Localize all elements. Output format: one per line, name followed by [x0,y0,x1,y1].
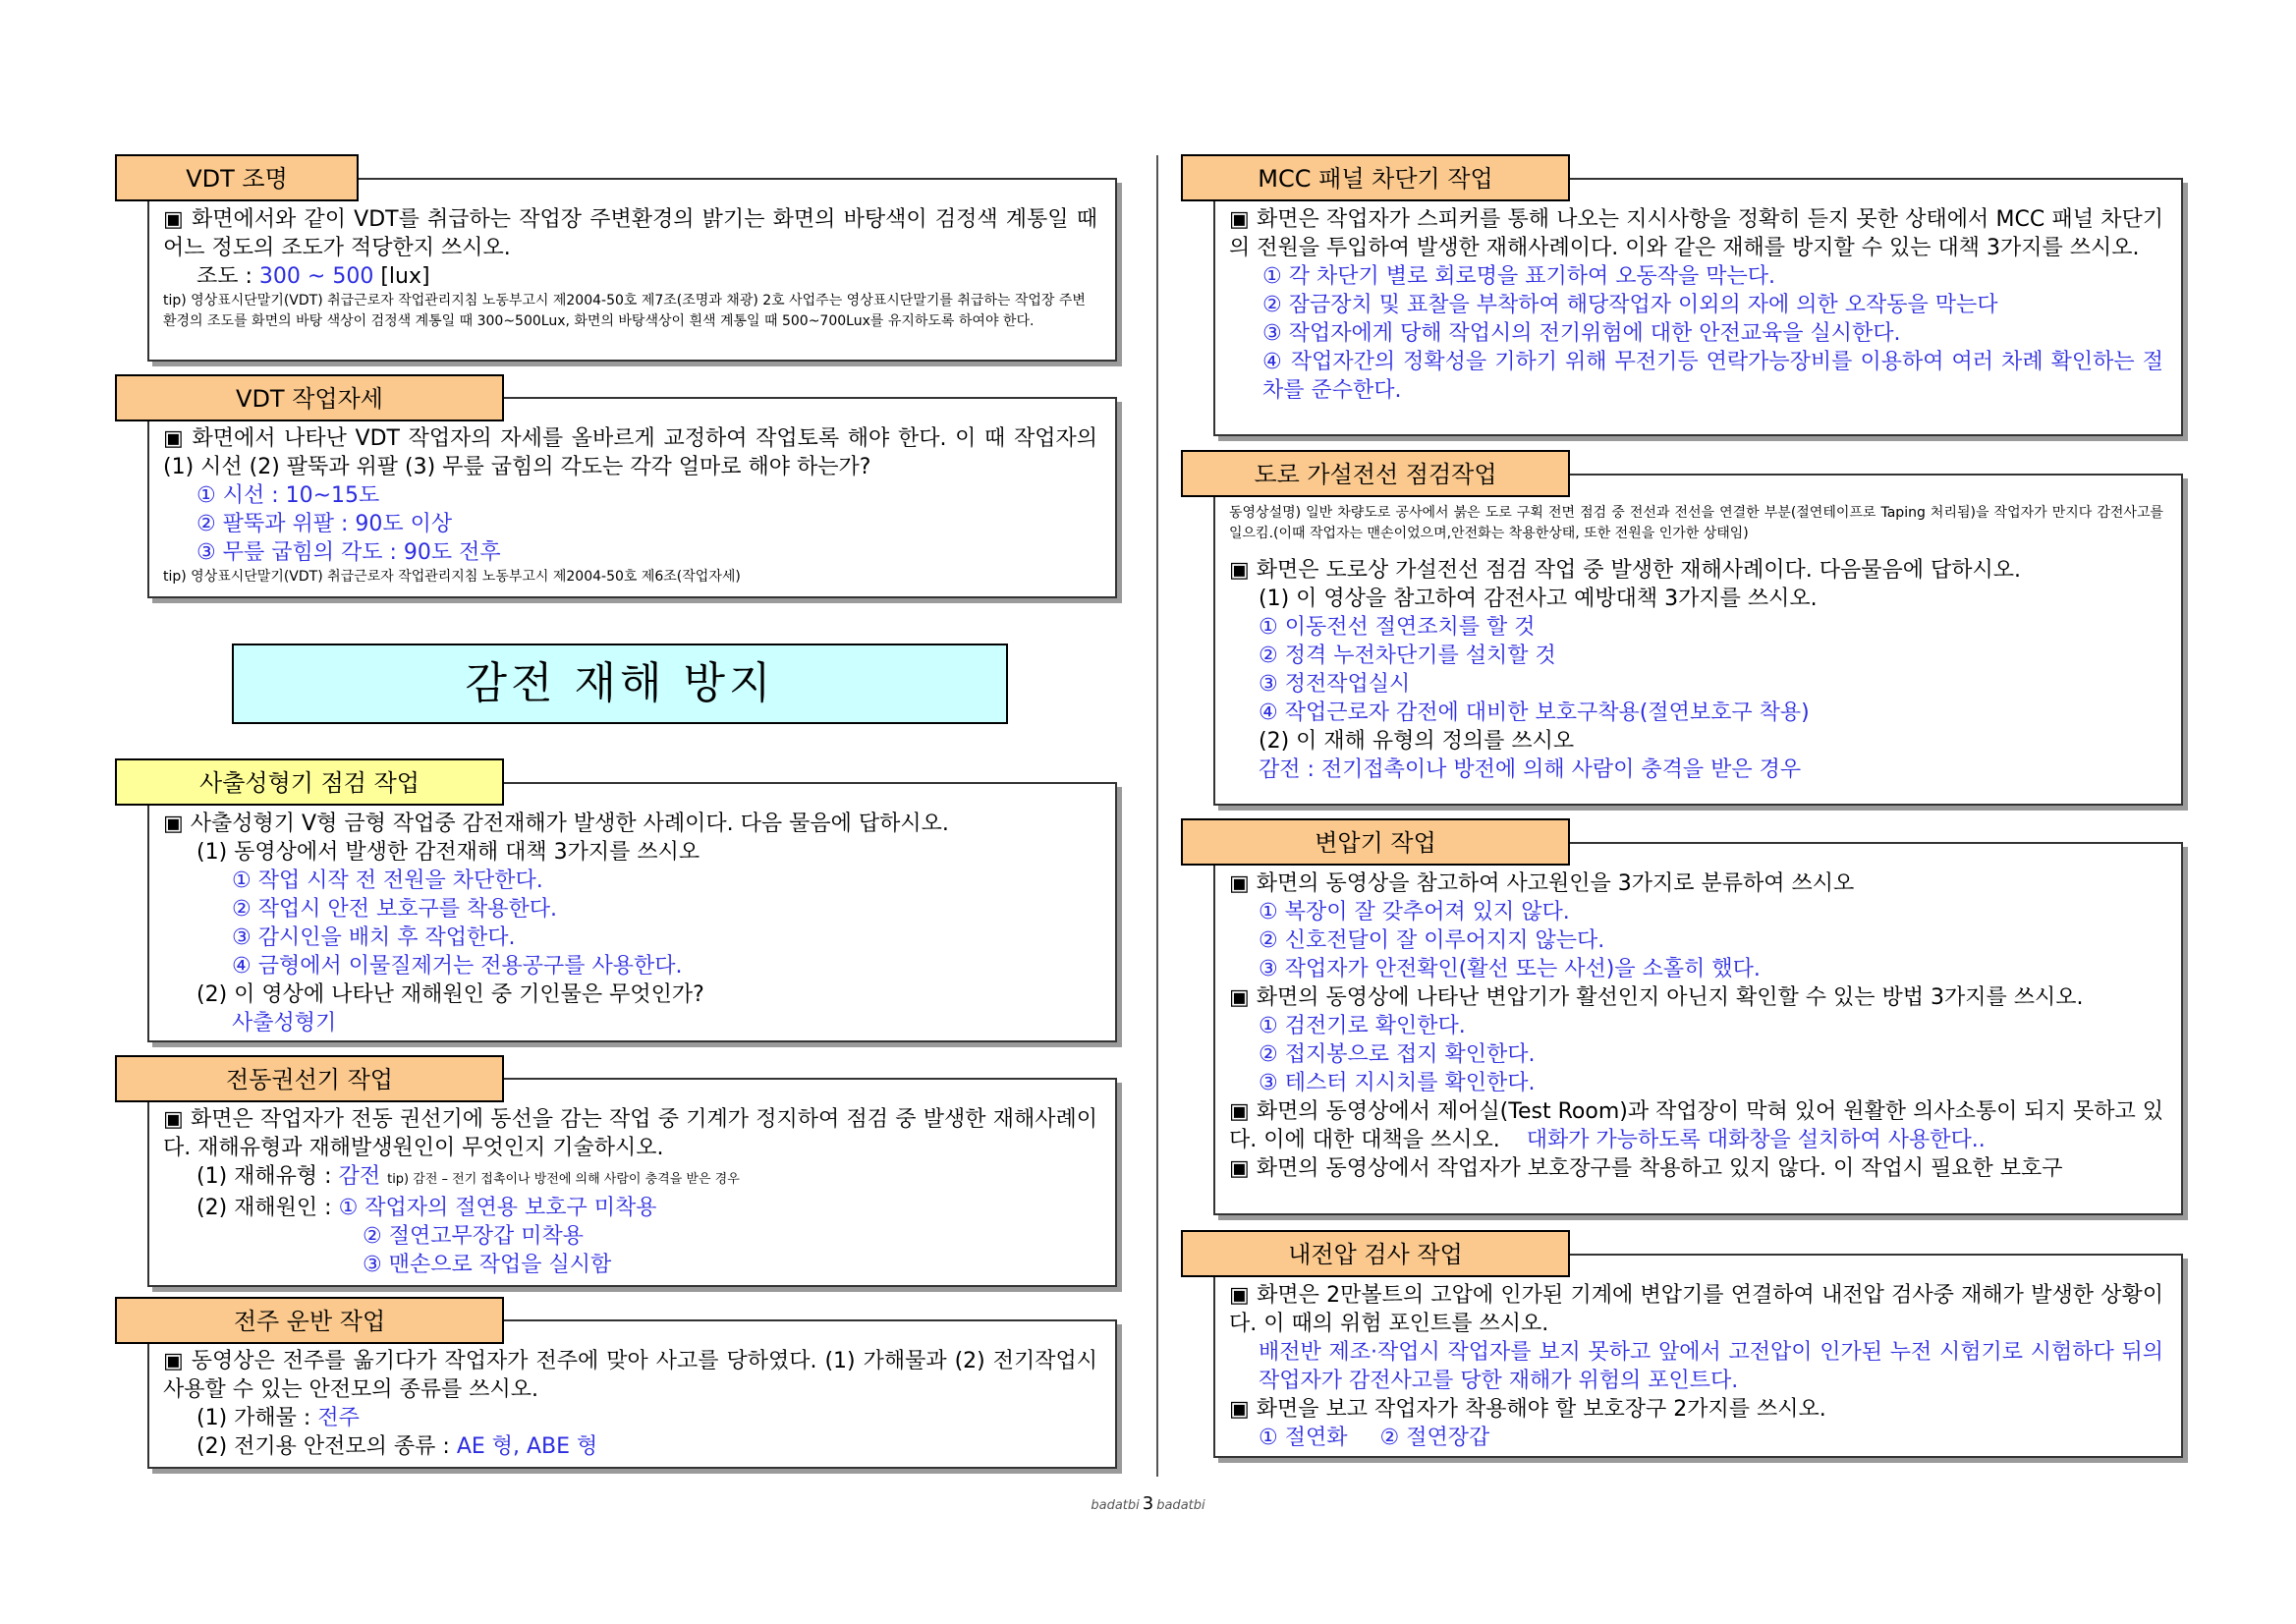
answer-line [1229,1424,2163,1452]
question-text: ▣ 화면은 작업자가 전동 권선기에 동선을 감는 작업 중 기계가 정지하여 점검 중 발생한 재해사례이다. 재해유형과 재해발생원인이 무엇인지 기술하시오. [163,1107,1097,1160]
section-withstand [1213,1254,2183,1458]
question-text: ▣ 화면을 보고 작업자가 착용해야 할 보호장구 2가지를 쓰시오. [1229,1397,1826,1422]
section-road [1213,474,2183,806]
tip-text: tip) 영상표시단말기(VDT) 취급근로자 작업관리지침 노동부고시 제2004-50호 제6조(작업자세) [163,569,741,585]
question-text: ▣ 화면은 작업자가 스피커를 통해 나오는 지시사항을 정확히 듣지 못한 상태에서 MCC 패널 차단기의 전원을 투입하여 발생한 재해사례이다. 이와 같은 재해를 방지할 수 있는 대책 3가지를 쓰시오. [1229,207,2163,260]
answer-item: ④ 작업자간의 정확성을 기하기 위해 무전기등 연락가능장비를 이용하여 여러 차례 확인하는 절차를 준수한다. [1262,350,2163,403]
answer-item: ① 검전기로 확인한다. [1259,1014,1466,1038]
answer-value: 대화가 가능하도록 대화창을 설치하여 사용한다.. [1526,1128,1986,1152]
question-text: ▣ 화면의 동영상을 참고하여 사고원인을 3가지로 분류하여 쓰시오 [1229,871,1855,896]
answer-item: ③ 작업자가 안전확인(활선 또는 사선)을 소홀히 했다. [1259,957,1761,981]
answer-item: ① 복장이 잘 갖추어져 있지 않다. [1259,900,1570,924]
footer-left: badatbi [1091,1498,1140,1513]
question-text: ▣ 화면에서와 같이 VDT를 취급하는 작업장 주변환경의 밝기는 화면의 바탕색이 검정색 계통일 때 어느 정도의 조도가 적당한지 쓰시오. [163,207,1097,260]
answer-label: 조도 : [196,264,252,289]
section-header-vdt-light: VDT 조명 [115,154,359,201]
answer-line [163,1162,1097,1194]
answer-item: 배전반 제조·작업시 작업자를 보지 못하고 앞에서 고전압이 인가된 누전 시험기로 시험하다 뒤의 작업자가 감전사고를 당한 재해가 위험의 포인트다. [1259,1340,2163,1393]
answer-line [163,1432,1097,1461]
answer-item: ④ 금형에서 이물질제거는 전용공구를 사용한다. [232,954,683,979]
question-text: ▣ 화면은 도로상 가설전선 점검 작업 중 발생한 재해사례이다. 다음물음에 답하시오. [1229,558,2022,583]
sub-question: (2) 이 재해 유형의 정의를 쓰시오 [1259,729,1575,754]
answer-value: 전주 [317,1406,360,1430]
sub-question: (2) 이 영상에 나타난 재해원인 중 기인물은 무엇인가? [196,982,704,1007]
section-winder [147,1078,1117,1287]
sub-question: (1) 동영상에서 발생한 감전재해 대책 3가지를 쓰시오 [196,840,700,865]
answer-item: ④ 작업근로자 감전에 대비한 보호구착용(절연보호구 착용) [1259,700,1810,725]
section-vdt-posture [147,397,1117,598]
answer-item: ② 절연고무장갑 미착용 [363,1224,584,1249]
answer-item: ② 정격 누전차단기를 설치할 것 [1259,644,1556,668]
section-header-vdt-posture: VDT 작업자세 [115,374,504,421]
answer-item: ① 절연화 [1259,1426,1348,1450]
section-vdt-light [147,178,1117,362]
page-footer [0,1493,2296,1514]
answer-value: 300 ~ 500 [258,264,374,289]
question-text: ▣ 화면에서 나타난 VDT 작업자의 자세를 올바르게 교정하여 작업토록 해야 한다. 이 때 작업자의 (1) 시선 (2) 팔뚝과 위팔 (3) 무릎 굽힘의 각도는 각각 얼마로 해야 하는가? [163,426,1097,479]
question-text [1229,1097,2163,1154]
answer-item: ① 각 차단기 별로 회로명을 표기하여 오동작을 막는다. [1262,264,1775,289]
page-title: 감전 재해 방지 [232,644,1008,724]
section-mcc [1213,178,2183,436]
section-header-mcc: MCC 패널 차단기 작업 [1181,154,1570,201]
answer-label: (2) 재해원인 : [196,1196,332,1220]
question-text: ▣ 사출성형기 V형 금형 작업중 감전재해가 발생한 사례이다. 다음 물음에 답하시오. [163,812,949,836]
question-text: ▣ 동영상은 전주를 옮기다가 작업자가 전주에 맞아 사고를 당하였다. (1) 가해물과 (2) 전기작업시 사용할 수 있는 안전모의 종류를 쓰시오. [163,1349,1097,1402]
section-injection [147,782,1117,1042]
tip-text: tip) 영상표시단말기(VDT) 취급근로자 작업관리지침 노동부고시 제2004-50호 제7조(조명과 채광) 2호 사업주는 영상표시단말기를 취급하는 작업장 주변환경의 조도를 화면의 바탕 색상이 검정색 계통일 때 300~500Lux, 화면의 바탕색상이 흰색 계통일 때 500~700Lux를 유지하도록 하여야 한다. [163,293,1086,329]
answer-item: ① 시선 : 10~15도 [196,483,380,508]
section-header-transformer: 변압기 작업 [1181,818,1570,866]
answer-item: ② 절연장갑 [1379,1426,1490,1450]
answer-label: (1) 재해유형 : [196,1164,332,1189]
answer-item: ③ 정전작업실시 [1259,672,1411,697]
answer-item: ③ 작업자에게 당해 작업시의 전기위험에 대한 안전교육을 실시한다. [1262,321,1901,346]
question-text: ▣ 화면의 동영상에서 작업자가 보호장구를 착용하고 있지 않다. 이 작업시 필요한 보호구 [1229,1156,2063,1181]
tip-text: tip) 감전 – 전기 접촉이나 방전에 의해 사람이 충격을 받은 경우 [387,1172,740,1187]
answer-item: ② 팔뚝과 위팔 : 90도 이상 [196,512,453,536]
answer-item: 사출성형기 [232,1011,337,1036]
answer-value: AE 형, ABE 형 [456,1434,598,1459]
answer-unit: [lux] [380,264,430,289]
section-header-road: 도로 가설전선 점검작업 [1181,450,1570,497]
answer-item: ③ 감시인을 배치 후 작업한다. [232,925,516,950]
section-header-injection: 사출성형기 점검 작업 [115,758,504,806]
answer-line [163,1194,1097,1222]
answer-item: ② 잠금장치 및 표찰을 부착하여 해당작업자 이외의 자에 의한 오작동을 막는다 [1262,293,1998,317]
answer-item: ③ 무릎 굽힘의 각도 : 90도 전후 [196,540,501,565]
answer-line [163,262,1097,291]
section-transformer [1213,842,2183,1215]
answer-item: 감전 : 전기접촉이나 방전에 의해 사람이 충격을 받은 경우 [1259,757,1802,782]
question-text: ▣ 화면의 동영상에 나타난 변압기가 활선인지 아닌지 확인할 수 있는 방법 3가지를 쓰시오. [1229,985,2084,1010]
answer-item: ② 신호전달이 잘 이루어지지 않는다. [1259,928,1605,953]
section-header-pole: 전주 운반 작업 [115,1297,504,1344]
question-text: ▣ 화면은 2만볼트의 고압에 인가된 기계에 변압기를 연결하여 내전압 검사중 재해가 발생한 상황이다. 이 때의 위험 포인트를 쓰시오. [1229,1283,2163,1336]
answer-item: ① 작업 시작 전 전원을 차단한다. [232,868,543,893]
page-number: 3 [1142,1493,1154,1514]
answer-value: 감전 [338,1164,381,1189]
answer-label: (2) 전기용 안전모의 종류 : [196,1434,450,1459]
answer-value: ① 작업자의 절연용 보호구 미착용 [338,1196,657,1220]
answer-item: ③ 테스터 지시치를 확인한다. [1259,1071,1536,1095]
answer-item: ② 작업시 안전 보호구를 착용한다. [232,897,557,922]
column-divider [1156,155,1158,1477]
answer-line [163,1404,1097,1432]
answer-item: ③ 맨손으로 작업을 실시함 [363,1253,612,1277]
question-body: ▣ 화면의 동영상에서 제어실(Test Room)과 작업장이 막혀 있어 원활한 의사소통이 되지 못하고 있다. 이에 대한 대책을 쓰시오. [1229,1099,2163,1152]
section-header-winder: 전동권선기 작업 [115,1055,504,1102]
answer-label: (1) 가해물 : [196,1406,311,1430]
section-header-withstand: 내전압 검사 작업 [1181,1230,1570,1277]
video-description: 동영상설명) 일반 차량도로 공사에서 붉은 도로 구획 전면 점검 중 전선과 전선을 연결한 부분(절연테이프로 Taping 처리됨)을 작업자가 만지다 감전사고를 일으킴.(이때 작업자는 맨손이었으며,안전화는 착용한상태, 또한 전원을 인가한 상태임) [1229,505,2163,541]
footer-right: badatbi [1156,1498,1205,1513]
answer-item: ① 이동전선 절연조치를 할 것 [1259,615,1536,640]
answer-item: ② 접지봉으로 접지 확인한다. [1259,1042,1536,1067]
sub-question: (1) 이 영상을 참고하여 감전사고 예방대책 3가지를 쓰시오. [1259,587,1818,611]
